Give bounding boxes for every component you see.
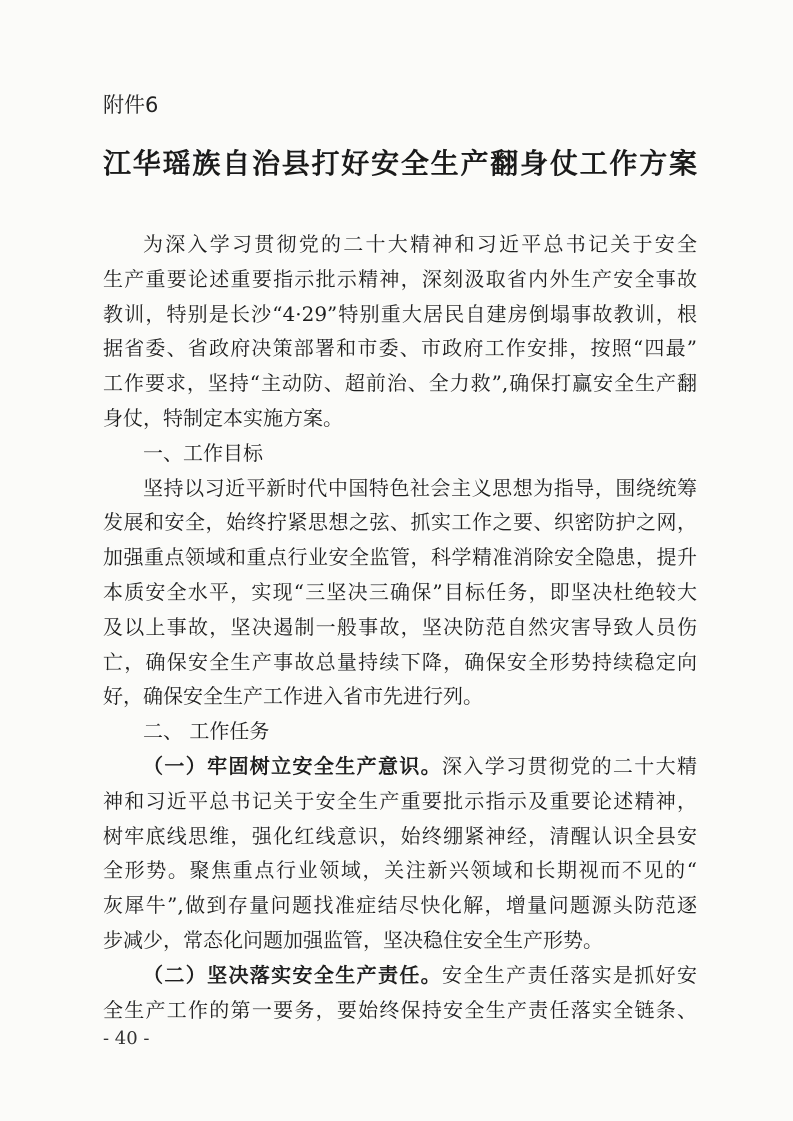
section-heading-tasks: 二、 工作任务 (143, 719, 270, 744)
text-line: 发展和安全，始终拧紧思想之弦、抓实工作之要、织密防护之网， (103, 510, 697, 535)
text-line (103, 749, 697, 784)
text-line: 工作要求，坚持“主动防、超前治、全力救”,确保打赢安全生产翻 (103, 371, 697, 396)
section-heading-goals: 一、工作目标 (143, 440, 263, 465)
document-title: 江华瑶族自治县打好安全生产翻身仗工作方案 (103, 147, 697, 180)
task2-text: 安全生产责任落实是抓好安 (442, 962, 698, 987)
task2-paragraph (103, 958, 697, 1028)
page-number: - 40 - (103, 1028, 150, 1049)
text-line: 好，确保安全生产工作进入省市先进行列。 (103, 684, 483, 709)
task1-lead: （一）牢固树立安全生产意识。 (143, 753, 443, 778)
document-body (103, 227, 697, 1027)
text-line: 加强重点领域和重点行业安全监管，科学精准消除安全隐患，提升 (103, 545, 697, 570)
text-line: 灰犀牛”,做到存量问题找准症结尽快化解，增量问题源头防范逐 (103, 893, 697, 918)
text-line: 为深入学习贯彻党的二十大精神和习近平总书记关于安全 (143, 232, 697, 256)
text-line: 身仗，特制定本实施方案。 (103, 405, 343, 430)
text-line: 亡，确保安全生产事故总量持续下降，确保安全形势持续稳定向 (103, 649, 697, 674)
goals-paragraph (103, 471, 697, 715)
text-line: 本质安全水平，实现“三坚决三确保”目标任务，即坚决杜绝较大 (103, 579, 697, 604)
intro-paragraph (103, 227, 697, 436)
task1-text: 深入学习贯彻党的二十大精 (442, 753, 698, 778)
text-line: 树牢底线思维，强化红线意识，始终绷紧神经，清醒认识全县安 (103, 823, 697, 848)
attachment-label: 附件6 (103, 93, 159, 117)
text-line: 神和习近平总书记关于安全生产重要批示指示及重要论述精神， (103, 788, 697, 813)
task2-lead: （二）坚决落实安全生产责任。 (143, 962, 443, 987)
text-line (103, 958, 697, 993)
text-line: 及以上事故，坚决遏制一般事故，坚决防范自然灾害导致人员伤 (103, 614, 697, 639)
task1-paragraph (103, 749, 697, 958)
text-line: 教训，特别是长沙“4·29”特别重大居民自建房倒塌事故教训，根 (103, 301, 697, 326)
text-line: 据省委、省政府决策部署和市委、市政府工作安排，按照“四最” (103, 336, 697, 361)
text-line: 全形势。聚焦重点行业领域，关注新兴领域和长期视而不见的“ (103, 858, 697, 883)
text-line: 步减少，常态化问题加强监管，坚决稳住安全生产形势。 (103, 927, 603, 952)
text-line: 生产重要论述重要指示批示精神，深刻汲取省内外生产安全事故 (103, 266, 697, 291)
text-line: 坚持以习近平新时代中国特色社会主义思想为指导，围绕统筹 (143, 475, 697, 500)
text-line: 全生产工作的第一要务，要始终保持安全生产责任落实全链条、 (103, 997, 697, 1022)
